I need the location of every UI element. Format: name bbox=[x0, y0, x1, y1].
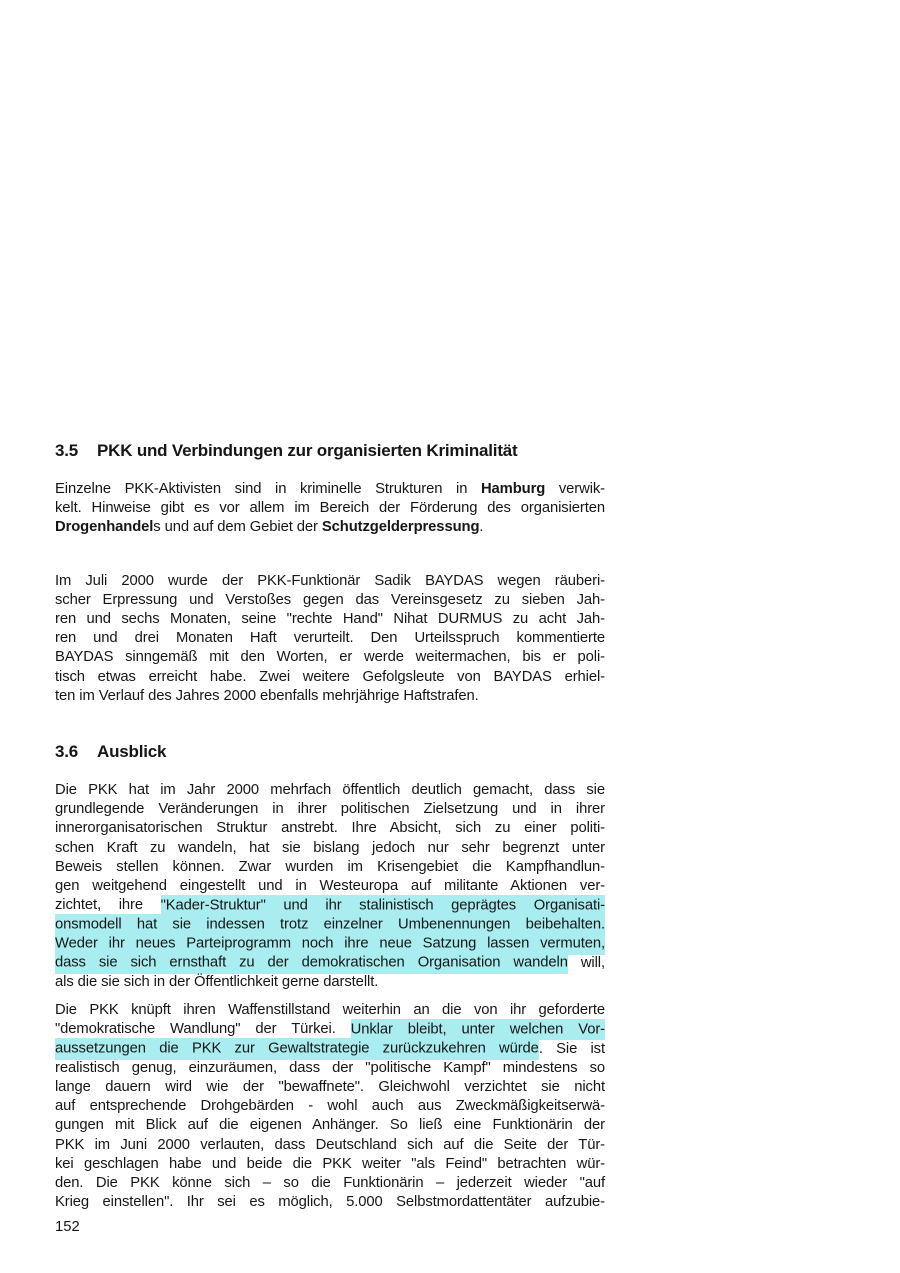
text-line bbox=[55, 1020, 605, 1039]
text-line bbox=[55, 858, 605, 877]
text-segment: kelt. Hinweise gibt es vor allem im Bereich der Förderung des organisierten bbox=[55, 500, 605, 517]
text-line bbox=[55, 629, 605, 648]
text-segment: lange dauern wird wie der "bewaffnete". Gleichwohl verzichtet sie nicht bbox=[55, 1079, 605, 1096]
text-line bbox=[55, 1136, 605, 1155]
text-segment: s und auf dem Gebiet der bbox=[153, 519, 322, 536]
text-segment: Krieg einstellen". Ihr sei es möglich, 5.000 Selbstmordattentäter aufzubie- bbox=[55, 1194, 605, 1211]
text-line bbox=[55, 610, 605, 629]
text-line bbox=[55, 1155, 605, 1174]
text-segment: . Sie ist bbox=[538, 1040, 605, 1057]
text-line bbox=[55, 1193, 605, 1212]
bold-text: Drogenhandel bbox=[55, 519, 154, 536]
text-line bbox=[55, 518, 605, 537]
text-segment: "demokratische Wandlung" der Türkei. bbox=[55, 1021, 351, 1038]
text-line bbox=[55, 973, 605, 992]
text-segment: scher Erpressung und Verstoßes gegen das Vereinsgesetz zu sieben Jah- bbox=[55, 591, 605, 608]
text-segment: will, bbox=[567, 954, 605, 971]
highlight: onsmodell hat sie indessen trotz einzelner Umbenennungen beibehalten. bbox=[55, 914, 605, 936]
text-segment: Die PKK knüpft ihren Waffenstillstand weiterhin an die von ihr geforderte bbox=[55, 1002, 605, 1019]
text-line bbox=[55, 819, 605, 838]
text-segment: ren und sechs Monaten, seine "rechte Hand" Nihat DURMUS zu acht Jah- bbox=[55, 611, 605, 628]
text-segment: auf entsprechende Drohgebärden - wohl auch aus Zweckmäßigkeitserwä- bbox=[55, 1098, 605, 1115]
text-segment: schen Kraft zu wandeln, hat sie bislang jedoch nur sehr begrenzt unter bbox=[55, 839, 605, 856]
text-line bbox=[55, 1174, 605, 1193]
section-number: 3.6 bbox=[55, 742, 79, 762]
text-segment: ren und drei Monaten Haft verurteilt. Den Urteilsspruch kommentierte bbox=[55, 630, 605, 647]
highlight: "Kader-Struktur" und ihr stalinistisch geprägtes Organisati- bbox=[161, 895, 605, 917]
section-title: PKK und Verbindungen zur organisierten Kriminalität bbox=[97, 441, 518, 460]
text-line bbox=[55, 687, 605, 706]
text-segment: Im Juli 2000 wurde der PKK-Funktionär Sadik BAYDAS wegen räuberi- bbox=[55, 572, 605, 589]
section bbox=[55, 741, 605, 1212]
paragraph bbox=[55, 1001, 605, 1212]
text-line bbox=[55, 648, 605, 667]
text-segment: PKK im Juni 2000 verlauten, dass Deutschland sich auf die Seite der Tür- bbox=[55, 1136, 605, 1153]
page-number: 152 bbox=[55, 1218, 80, 1235]
highlight: Unklar bleibt, unter welchen Vor- bbox=[351, 1019, 605, 1041]
text-line bbox=[55, 480, 605, 499]
text-segment: als die sie sich in der Öffentlichkeit gerne darstellt. bbox=[55, 974, 379, 991]
text-segment: gen weitgehend eingestellt und in Westeuropa auf militante Aktionen ver- bbox=[55, 878, 605, 895]
text-line bbox=[55, 896, 605, 915]
text-segment: ten im Verlauf des Jahres 2000 ebenfalls mehrjährige Haftstrafen. bbox=[55, 687, 479, 704]
text-line bbox=[55, 800, 605, 819]
section-heading bbox=[55, 741, 605, 763]
paragraph bbox=[55, 480, 605, 538]
text-line bbox=[55, 877, 605, 896]
highlight: dass sie sich ernsthaft zu der demokratischen Organisation wandeln bbox=[55, 952, 568, 974]
section bbox=[55, 440, 605, 706]
text-segment: BAYDAS sinngemäß mit den Worten, er werde weitermachen, bis er poli- bbox=[55, 649, 605, 666]
text-segment: gungen mit Blick auf die eigenen Anhänger. So ließ eine Funktionärin der bbox=[55, 1117, 605, 1134]
text-line bbox=[55, 935, 605, 954]
text-line bbox=[55, 839, 605, 858]
text-line bbox=[55, 1040, 605, 1059]
text-line bbox=[55, 591, 605, 610]
text-line bbox=[55, 1001, 605, 1020]
text-segment: realistisch genug, einzuräumen, dass der "politische Kampf" mindestens so bbox=[55, 1059, 605, 1076]
text-segment: . bbox=[479, 519, 484, 536]
text-line bbox=[55, 1078, 605, 1097]
text-segment: zichtet, ihre bbox=[55, 897, 161, 914]
text-line bbox=[55, 572, 605, 591]
text-segment: Einzelne PKK-Aktivisten sind in kriminelle Strukturen in bbox=[55, 481, 481, 497]
text-line bbox=[55, 1097, 605, 1116]
text-segment: grundlegende Veränderungen in ihrer politischen Zielsetzung und in ihrer bbox=[55, 801, 605, 818]
text-segment: Die PKK hat im Jahr 2000 mehrfach öffentlich deutlich gemacht, dass sie bbox=[55, 782, 605, 799]
text-line bbox=[55, 781, 605, 800]
text-segment: verwik- bbox=[545, 481, 606, 497]
text-line bbox=[55, 668, 605, 687]
bold-text: Hamburg bbox=[480, 481, 546, 497]
text-segment: den. Die PKK könne sich – so die Funktionärin – jederzeit wieder "auf bbox=[55, 1175, 605, 1192]
text-segment: tisch etwas erreicht habe. Zwei weitere Gefolgsleute von BAYDAS erhiel- bbox=[55, 668, 605, 685]
highlight: Weder ihr neues Parteiprogramm noch ihre neue Satzung lassen vermuten, bbox=[55, 933, 605, 955]
text-segment: innerorganisatorischen Struktur anstrebt. Ihre Absicht, sich zu einer politi- bbox=[55, 820, 605, 837]
text-segment: kei geschlagen habe und beide die PKK weiter "als Feind" betrachten wür- bbox=[55, 1155, 605, 1172]
text-line bbox=[55, 1059, 605, 1078]
section-number: 3.5 bbox=[55, 441, 79, 460]
text-line bbox=[55, 915, 605, 934]
text-line bbox=[55, 954, 605, 973]
document-content bbox=[55, 440, 605, 1237]
section-title: Ausblick bbox=[97, 742, 167, 762]
text-line bbox=[55, 499, 605, 518]
text-segment: Beweis stellen können. Zwar wurden im Krisengebiet die Kampfhandlun- bbox=[55, 858, 605, 875]
section-heading bbox=[55, 440, 605, 462]
paragraph bbox=[55, 781, 605, 992]
text-line bbox=[55, 1116, 605, 1135]
highlight: aussetzungen die PKK zur Gewaltstrategie zurückzukehren würde bbox=[55, 1038, 539, 1060]
paragraph bbox=[55, 572, 605, 706]
bold-text: Schutzgelderpressung bbox=[321, 519, 480, 536]
